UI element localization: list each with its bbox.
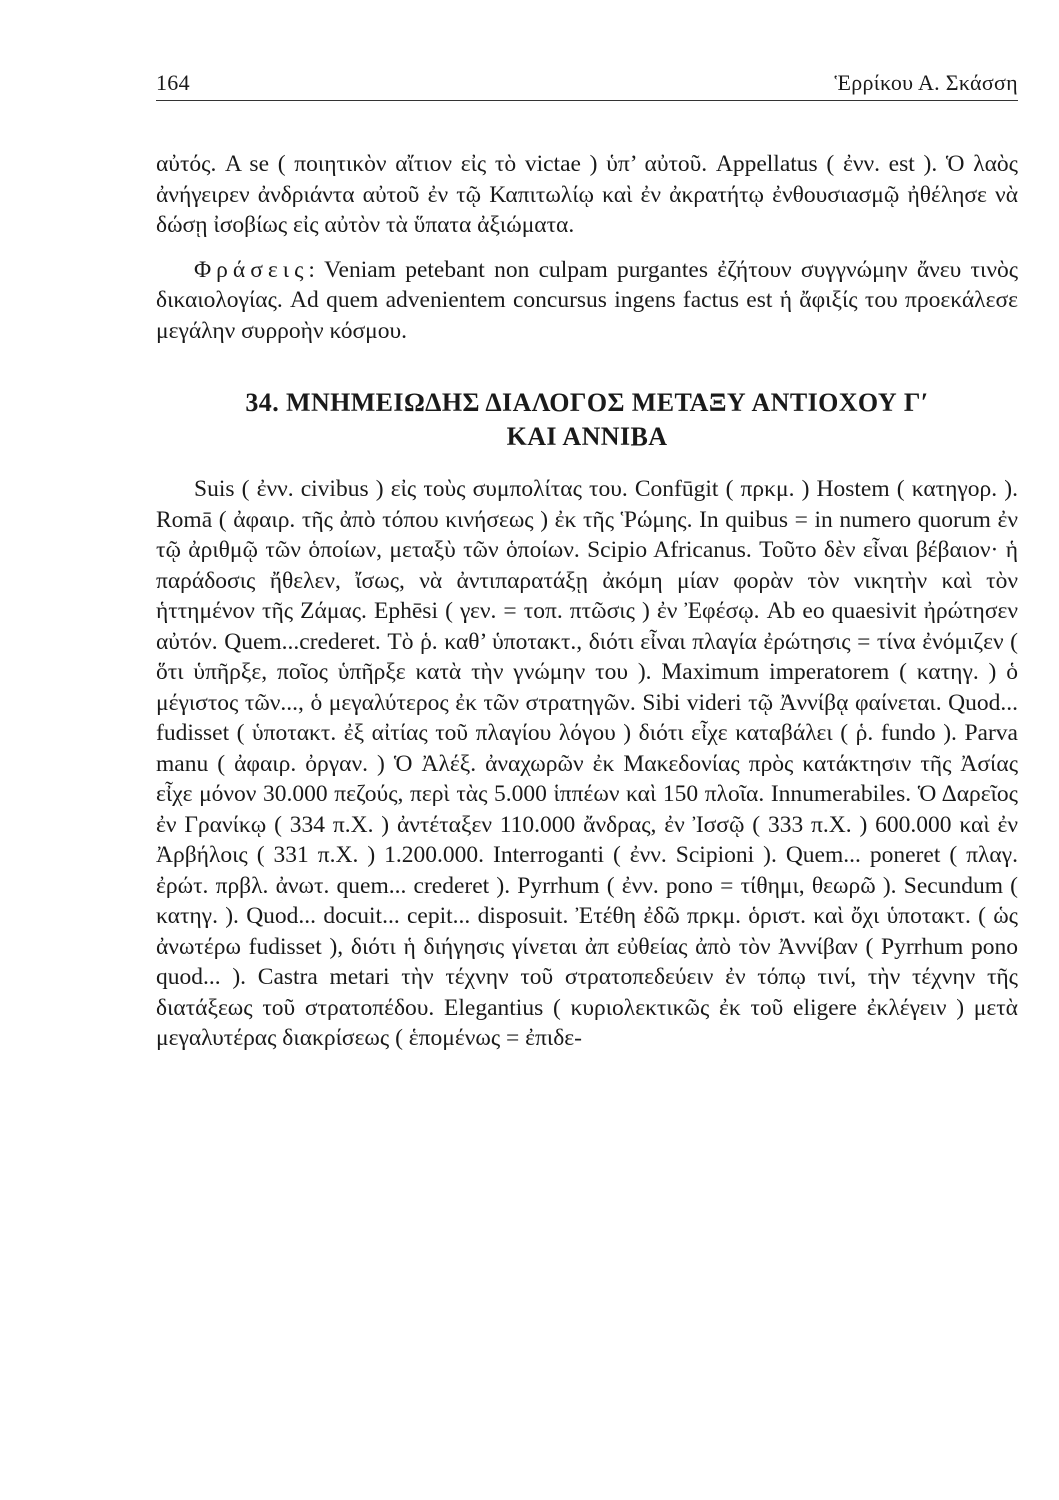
intro-paragraph: αὐτός. A se ( ποιητικὸν αἴτιον εἰς τὸ victae ) ὑπ’ αὐτοῦ. Appellatus ( ἐνν. est ). Ὁ λαὸς ἀνήγειρεν ἀνδριάντα αὐτοῦ ἐν τῷ Καπιτωλίῳ καὶ ἐν ἀκρατήτῳ ἐνθουσιασμῷ ἠθέλησε νὰ δώσῃ ἰσοβίως εἰς αὐτὸν τὰ ὕπατα ἀξιώματα.	[156, 151, 1018, 238]
page	[156, 70, 1018, 1054]
section-title	[156, 386, 1018, 454]
section-title-line-1: 34. ΜΝΗΜΕΙΩΔΗΣ ΔΙΑΛΟΓΟΣ ΜΕΤΑΞΥ ΑΝΤΙΟΧΟΥ Γ′	[245, 388, 929, 417]
phrases-label: Φράσεις	[194, 256, 309, 283]
section-title-line-2: ΚΑΙ ΑΝΝΙΒΑ	[506, 422, 668, 451]
phrases-text: : Veniam petebant non culpam purgantes ἐζήτουν συγγνώμην ἄνευ τινὸς δικαιολογίας. Ad quem advenientem concursus ingens factus est ἡ ἄφιξίς του προεκάλεσε μεγάλην συρροὴν κόσμου.	[156, 256, 1018, 344]
page-number: 164	[156, 70, 190, 95]
author-name: Ἑρρίκου Α. Σκάσση	[834, 70, 1018, 95]
running-head	[156, 70, 1018, 101]
section-body: Suis ( ἐνν. civibus ) εἰς τοὺς συμπολίτας του. Confūgit ( πρκμ. ) Hostem ( κατηγορ. ). Romā ( ἀφαιρ. τῆς ἀπὸ τόπου κινήσεως ) ἐκ τῆς Ῥώμης. In quibus = in numero quorum ἐν τῷ ἀριθμῷ τῶν ὁποίων, μεταξὺ τῶν ὁποίων. Scipio Africanus. Τοῦτο δὲν εἶναι βέβαιον· ἡ παράδοσις ἤθελεν, ἴσως, νὰ ἀντιπαρατάξῃ ἀκόμη μίαν φορὰν τὸν νικητὴν καὶ τὸν ἡττημένον τῆς Ζάμας. Ephēsi ( γεν. = τοπ. πτῶσις ) ἐν Ἐφέσῳ. Ab eo quaesivit ἠρώτησεν αὐτόν. Quem...crederet. Τὸ ῥ. καθ’ ὑποτακτ., διότι εἶναι πλαγία ἐρώτησις = τίνα ἐνόμιζεν ( ὅτι ὑπῆρξε, ποῖος ὑπῆρξε κατὰ τὴν γνώμην του ). Maximum imperatorem ( κατηγ. ) ὁ μέγιστος τῶν..., ὁ μεγαλύτερος ἐκ τῶν στρατηγῶν. Sibi videri τῷ Ἀννίβᾳ φαίνεται. Quod... fudisset ( ὑποτακτ. ἐξ αἰτίας τοῦ πλαγίου λόγου ) διότι εἶχε καταβάλει ( ῥ. fundo ). Parva manu ( ἀφαιρ. ὀργαν. ) Ὁ Ἀλέξ. ἀναχωρῶν ἐκ Μακεδονίας πρὸς κατάκτησιν τῆς Ἀσίας εἶχε μόνον 30.000 πεζούς, περὶ τὰς 5.000 ἱππέων καὶ 150 πλοῖα. Innumerabiles. Ὁ Δαρεῖος ἐν Γρανίκῳ ( 334 π.Χ. ) ἀντέταξεν 110.000 ἄνδρας, ἐν Ἰσσῷ ( 333 π.Χ. ) 600.000 καὶ ἐν Ἀρβήλοις ( 331 π.Χ. ) 1.200.000. Interroganti ( ἐνν. Scipioni ). Quem... poneret ( πλαγ. ἐρώτ. πρβλ. ἀνωτ. quem... crederet ). Pyrrhum ( ἐνν. pono = τίθημι, θεωρῶ ). Secundum ( κατηγ. ). Quod... docuit... cepit... disposuit. Ἐτέθη ἐδῶ πρκμ. ὁριστ. καὶ ὄχι ὑποτακτ. ( ὡς ἀνωτέρω fudisset ), διότι ἡ διήγησις γίνεται ἀπ εὐθείας ἀπὸ τὸν Ἀννίβαν ( Pyrrhum pono quod... ). Castra metari τὴν τέχνην τοῦ στρατοπεδεύειν ἐν τόπῳ τινί, τὴν τέχνην τῆς διατάξεως τοῦ στρατοπέδου. Elegantius ( κυριολεκτικῶς ἐκ τοῦ eligere ἐκλέγειν ) μετὰ μεγαλυτέρας διακρίσεως ( ἑπομένως = ἐπιδε-	[156, 476, 1018, 1051]
phrases-paragraph	[156, 255, 1018, 347]
